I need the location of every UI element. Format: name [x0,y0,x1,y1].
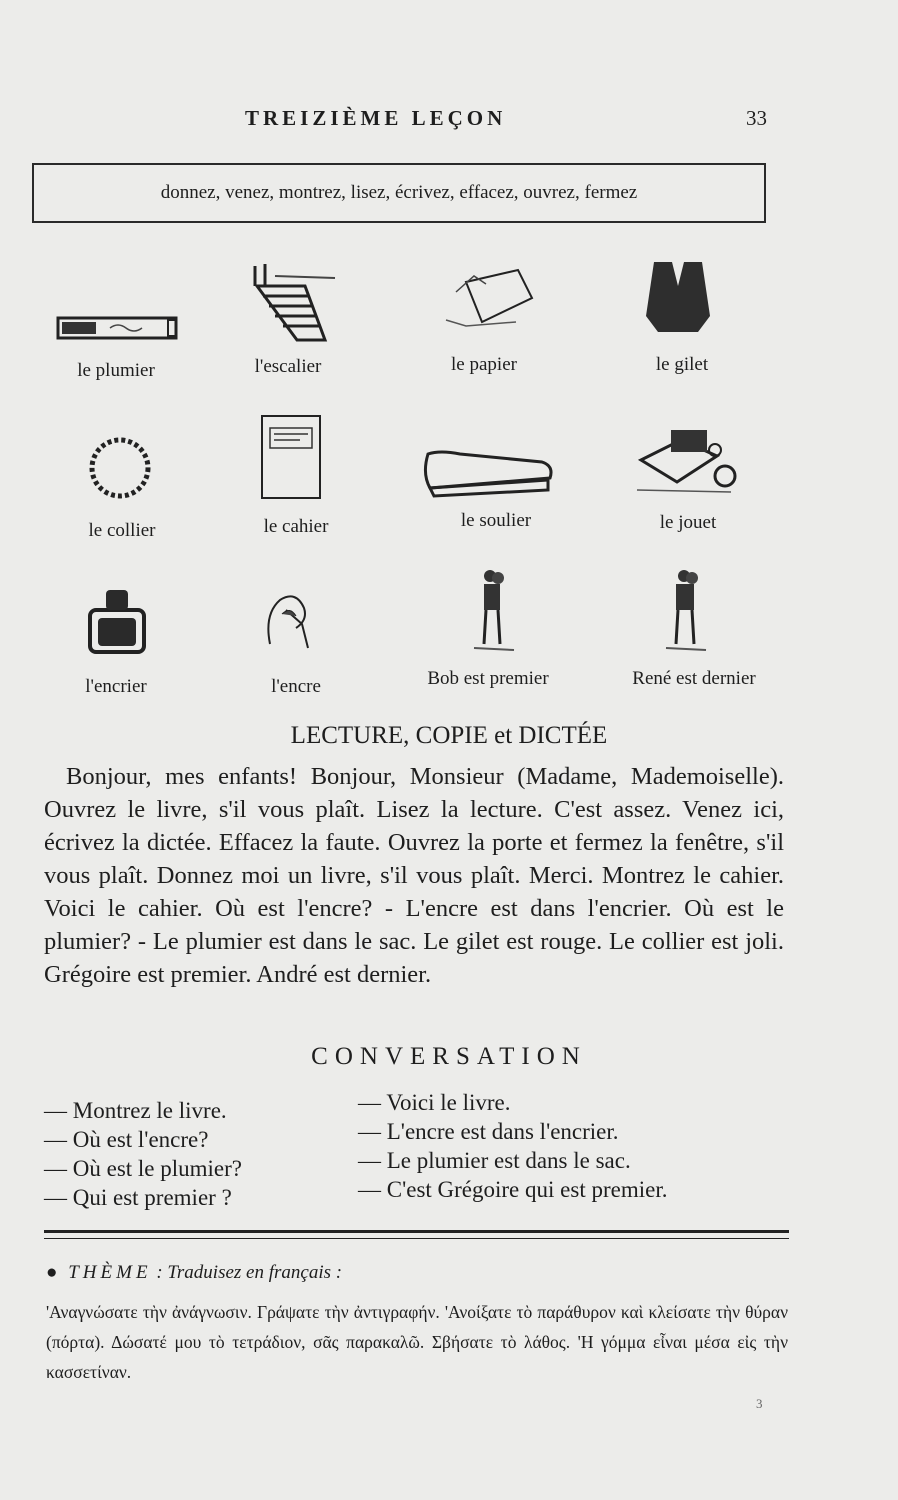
vocab-label: le papier [451,354,517,375]
vocab-label: le plumier [77,360,155,381]
conversation-line: — Où est le plumier? [44,1156,243,1181]
theme-word: THÈME [68,1262,152,1283]
theme-greek-text: 'Αναγνώσατε τὴν ἀνάγνωσιν. Γράψατε τὴν ἀντιγραφήν. 'Ανοίξατε τὸ παράθυρον καὶ κλείσατε τὴν θύραν (πόρτα). Δώσατέ μου τὸ τετράδιον, σᾶς παρακαλῶ. Σβήσατε τὸ λάθος. 'Η γόμμα εἶναι μέσα εἰς τὴν κασσετίναν. [46,1302,788,1382]
staircase-icon [190,256,390,346]
vocab-label: le soulier [460,510,532,531]
vest-icon [578,256,778,336]
conversation-line: — Qui est premier ? [44,1185,232,1210]
theme-heading [46,1262,342,1284]
vocab-label: le collier [88,520,156,541]
paper-icon [386,262,586,332]
conversation-line: — L'encre est dans l'encrier. [358,1119,619,1144]
conversation-line: — Voici le livre. [358,1090,511,1115]
conversation-line: — C'est Grégoire qui est premier. [358,1177,668,1202]
ink-pen-icon [196,584,396,664]
signature-mark: 3 [756,1396,763,1411]
verbs-box: donnez, venez, montrez, lisez, écrivez, effacez, ouvrez, fermez [32,163,766,223]
bullet-icon: ● [46,1262,58,1283]
reading-title: LECTURE, COPIE et DICTÉE [290,722,608,749]
vocab-label: l'encrier [85,676,147,697]
vocab-label: Bob est premier [427,668,549,689]
notebook-icon [190,410,390,506]
vocab-label: René est dernier [632,668,756,689]
vocab-label: le cahier [263,516,329,537]
conversation-questions [44,1096,242,1212]
vocab-label: l'escalier [254,356,322,377]
divider-rule [44,1238,789,1239]
toy-truck-icon [586,420,786,506]
conversation-answers [358,1088,667,1204]
conversation-line: — Montrez le livre. [44,1098,227,1123]
page-number: 33 [746,106,767,130]
boys-line-icon [586,566,786,656]
reading-text [44,760,784,991]
boys-line-icon [394,566,594,656]
vocab-label: le jouet [659,512,717,533]
conversation-title: CONVERSATION [311,1043,587,1070]
running-head [0,106,898,136]
divider-rule [44,1230,789,1233]
lesson-title: TREIZIÈME LEÇON [245,106,507,130]
theme-instruction: : Traduisez en français : [156,1262,343,1283]
vocab-label: le gilet [655,354,709,375]
reading-paragraph: Bonjour, mes enfants! Bonjour, Monsieur (Madame, Mademoiselle). Ouvrez le livre, s'il vous plaît. Lisez la lecture. C'est assez. Venez ici, écrivez la dictée. Effacez la faute. Ouvrez la porte et fermez la fenêtre, s'il vous plaît. Donnez moi un livre, s'il vous plaît. Merci. Montrez le cahier. Voici le cahier. Où est l'encre? - L'encre est dans l'encrier. Où est le plumier? - Le plumier est dans le sac. Le gilet est rouge. Le collier est joli. Grégoire est premier. André est dernier. [44,763,784,988]
inkwell-icon [18,582,218,658]
conversation-line: — Le plumier est dans le sac. [358,1148,631,1173]
shoe-icon [390,444,590,500]
vocab-label: l'encre [271,676,321,697]
conversation-line: — Où est l'encre? [44,1127,209,1152]
